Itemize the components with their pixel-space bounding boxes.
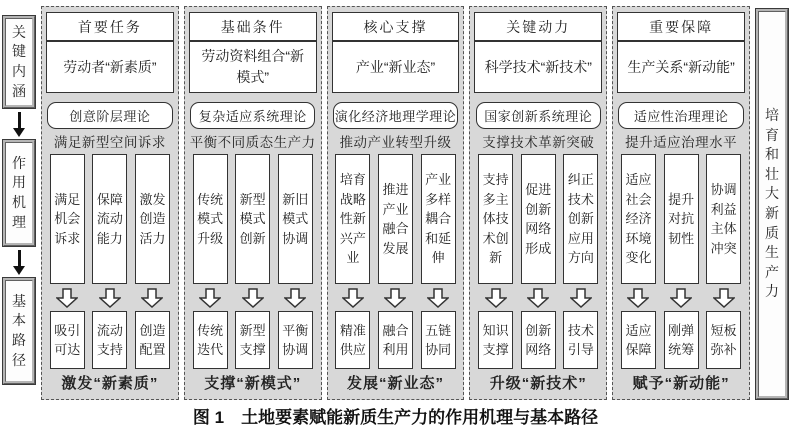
column-panel-primary-task bbox=[41, 6, 179, 400]
mechanism-box: 新型模式创新 bbox=[235, 154, 270, 284]
mechanism-box: 培育战略性新兴产业 bbox=[335, 154, 370, 284]
column-panel-basic-conditions bbox=[184, 6, 322, 400]
path-row bbox=[617, 311, 745, 369]
down-arrow-icon bbox=[713, 288, 735, 308]
diagram-body bbox=[2, 6, 789, 400]
column-header: 基础条件 bbox=[189, 12, 317, 41]
theory-box: 复杂适应系统理论 bbox=[190, 102, 315, 129]
mechanism-row bbox=[46, 154, 174, 284]
rail-label: 基本路径 bbox=[12, 292, 26, 368]
down-arrow-icon bbox=[570, 288, 592, 308]
path-box: 平衡协调 bbox=[278, 311, 313, 369]
path-row bbox=[332, 311, 460, 369]
mechanism-box: 协调利益主体冲突 bbox=[706, 154, 741, 284]
mechanism-box: 纠正技术创新应用方向 bbox=[563, 154, 598, 284]
down-arrow-icon bbox=[13, 246, 25, 278]
theory-box: 国家创新系统理论 bbox=[476, 102, 601, 129]
mechanism-title: 支撑技术革新突破 bbox=[482, 135, 595, 151]
connotation-box: 生产关系“新动能” bbox=[617, 41, 745, 93]
path-box: 刚弹统筹 bbox=[664, 311, 699, 369]
path-row bbox=[46, 311, 174, 369]
mechanism-title: 推动产业转型升级 bbox=[339, 135, 452, 151]
mechanism-box: 传统模式升级 bbox=[193, 154, 228, 284]
mechanism-box: 激发创造活力 bbox=[135, 154, 170, 284]
mechanism-row bbox=[617, 154, 745, 284]
path-box: 新型支撑 bbox=[235, 311, 270, 369]
column-panel-important-guarantee bbox=[612, 6, 750, 400]
path-row bbox=[189, 311, 317, 369]
down-arrow-icon bbox=[485, 288, 507, 308]
arrow-row bbox=[189, 286, 317, 310]
mechanism-box: 产业多样耦合和延伸 bbox=[421, 154, 456, 284]
down-arrow-icon bbox=[242, 288, 264, 308]
arrow-row bbox=[332, 286, 460, 310]
mechanism-box: 促进创新网络形成 bbox=[521, 154, 556, 284]
down-arrow-icon bbox=[627, 288, 649, 308]
rail-label: 关键内涵 bbox=[12, 23, 26, 99]
path-box: 短板弥补 bbox=[706, 311, 741, 369]
column-header: 关键动力 bbox=[474, 12, 602, 41]
down-arrow-icon bbox=[527, 288, 549, 308]
figure-caption: 图 1 土地要素赋能新质生产力的作用机理与基本路径 bbox=[192, 408, 599, 427]
down-arrow-icon bbox=[284, 288, 306, 308]
mechanism-row bbox=[474, 154, 602, 284]
theory-box: 适应性治理理论 bbox=[618, 102, 743, 129]
theory-box: 创意阶层理论 bbox=[47, 102, 172, 129]
mechanism-box: 满足机会诉求 bbox=[50, 154, 85, 284]
arrow-row bbox=[617, 286, 745, 310]
mechanism-box: 支持多主体技术创新 bbox=[478, 154, 513, 284]
path-box: 吸引可达 bbox=[50, 311, 85, 369]
path-box: 适应保障 bbox=[621, 311, 656, 369]
arrow-row bbox=[46, 286, 174, 310]
path-row bbox=[474, 311, 602, 369]
mechanism-title: 平衡不同质态生产力 bbox=[189, 135, 316, 151]
path-title: 升级“新技术” bbox=[489, 375, 587, 393]
down-arrow-icon bbox=[427, 288, 449, 308]
connotation-box: 产业“新业态” bbox=[332, 41, 460, 93]
rail-label: 培育和壮大新质生产力 bbox=[764, 107, 779, 300]
column-header: 核心支撑 bbox=[332, 12, 460, 41]
path-box: 五链协同 bbox=[421, 311, 456, 369]
path-box: 创新网络 bbox=[521, 311, 556, 369]
rail-box-mechanism bbox=[3, 140, 35, 246]
path-box: 创造配置 bbox=[135, 311, 170, 369]
path-title: 激发“新素质” bbox=[61, 375, 159, 393]
path-box: 精准供应 bbox=[335, 311, 370, 369]
path-box: 知识支撑 bbox=[478, 311, 513, 369]
down-arrow-icon bbox=[56, 288, 78, 308]
mechanism-box: 推进产业融合发展 bbox=[378, 154, 413, 284]
path-box: 传统迭代 bbox=[193, 311, 228, 369]
path-box: 融合利用 bbox=[378, 311, 413, 369]
connotation-box: 科学技术“新技术” bbox=[474, 41, 602, 93]
mechanism-title: 提升适应治理水平 bbox=[625, 135, 738, 151]
down-arrow-icon bbox=[99, 288, 121, 308]
rail-label: 作用机理 bbox=[12, 154, 26, 230]
column-header: 首要任务 bbox=[46, 12, 174, 41]
column-header: 重要保障 bbox=[617, 12, 745, 41]
column-panel-key-power bbox=[469, 6, 607, 400]
left-rail bbox=[2, 6, 36, 400]
path-title: 赋予“新动能” bbox=[632, 375, 730, 393]
mechanism-box: 适应社会经济环境变化 bbox=[621, 154, 656, 284]
connotation-box: 劳动资料组合“新模式” bbox=[189, 41, 317, 93]
down-arrow-icon bbox=[199, 288, 221, 308]
right-rail bbox=[755, 6, 789, 400]
rail-box-goal bbox=[756, 9, 788, 399]
down-arrow-icon bbox=[141, 288, 163, 308]
mechanism-row bbox=[332, 154, 460, 284]
path-title: 发展“新业态” bbox=[346, 375, 444, 393]
column-panel-core-support bbox=[327, 6, 465, 400]
path-box: 流动支持 bbox=[92, 311, 127, 369]
theory-box: 演化经济地理学理论 bbox=[333, 102, 458, 129]
down-arrow-icon bbox=[670, 288, 692, 308]
mechanism-row bbox=[189, 154, 317, 284]
down-arrow-icon bbox=[342, 288, 364, 308]
path-title: 支撑“新模式” bbox=[204, 375, 302, 393]
mechanism-box: 提升对抗韧性 bbox=[664, 154, 699, 284]
down-arrow-icon bbox=[13, 108, 25, 140]
path-box: 技术引导 bbox=[563, 311, 598, 369]
connotation-box: 劳动者“新素质” bbox=[46, 41, 174, 93]
down-arrow-icon bbox=[384, 288, 406, 308]
rail-box-key-connotation bbox=[3, 16, 35, 108]
mechanism-box: 新旧模式协调 bbox=[278, 154, 313, 284]
mechanism-box: 保障流动能力 bbox=[92, 154, 127, 284]
mechanism-title: 满足新型空间诉求 bbox=[53, 135, 166, 151]
rail-box-basic-path bbox=[3, 278, 35, 384]
arrow-row bbox=[474, 286, 602, 310]
